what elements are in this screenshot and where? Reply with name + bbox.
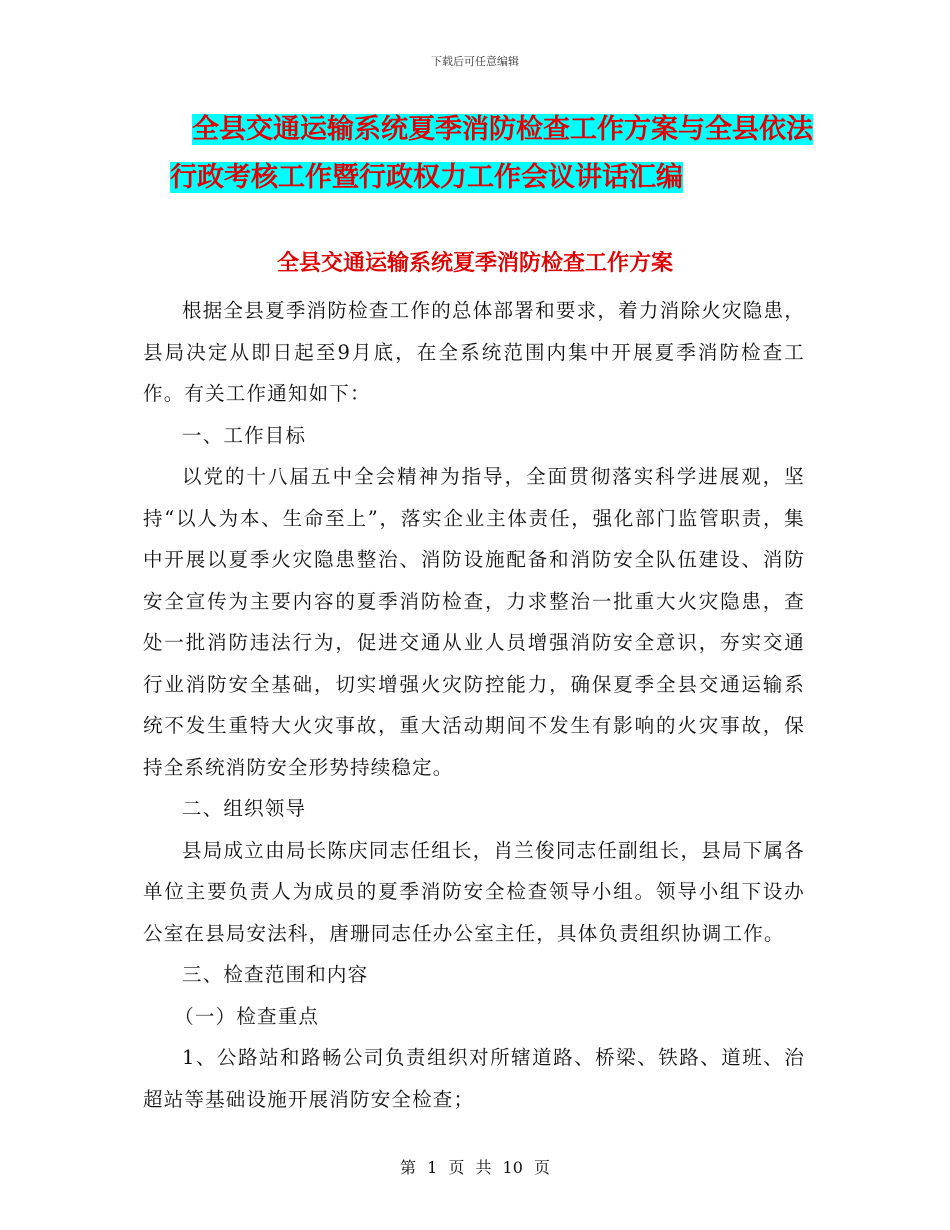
heading-scope: 三、检查范围和内容 — [182, 963, 369, 986]
header-note: 下载后可任意编辑 — [431, 55, 519, 68]
page-number: 第 1 页 共 10 页 — [400, 1158, 550, 1177]
paragraph-goals: 以党的十八届五中全会精神为指导，全面贯彻落实科学进展观，坚持“以人为本、生命至上”，落实企业主体责任，强化部门监管职责，集中开展以夏季火灾隐患整治、消防设施配备和消防安全队伍建设、消防安全宣传为主要内容的夏季消防检查，力求整治一批重大火灾隐患，查处一批消防违法行为，促进交通从业人员增强消防安全意识，夯实交通行业消防安全基础，切实增强火灾防控能力，确保夏季全县交通运输系统不发生重特大火灾事故，重大活动期间不发生有影响的火灾事故，保持全系统消防安全形势持续稳定。 — [143, 465, 805, 779]
heading-organization: 二、组织领导 — [182, 797, 307, 820]
heading-goals: 一、工作目标 — [182, 423, 307, 447]
title-line-1: 全县交通运输系统夏季消防检查工作方案与全县依法 — [192, 114, 813, 145]
paragraph-intro: 根据全县夏季消防检查工作的总体部署和要求，着力消除火灾隐患，县局决定从即日起至9月底，在全系统范围内集中开展夏季消防检查工作。有关工作通知如下： — [143, 299, 805, 405]
document-title — [170, 106, 832, 202]
subheading-focus: （一）检查重点 — [174, 1004, 320, 1028]
paragraph-item-1: 1、公路站和路畅公司负责组织对所辖道路、桥梁、铁路、道班、治超站等基础设施开展消防安全检查； — [143, 1046, 805, 1111]
document-body — [143, 290, 805, 1120]
section-title: 全县交通运输系统夏季消防检查工作方案 — [276, 251, 673, 276]
paragraph-organization: 县局成立由局长陈庆同志任组长，肖兰俊同志任副组长，县局下属各单位主要负责人为成员的夏季消防安全检查领导小组。领导小组下设办公室在县局安法科，唐珊同志任办公室主任，具体负责组织协调工作。 — [143, 838, 805, 945]
title-line-2: 行政考核工作暨行政权力工作会议讲话汇编 — [170, 162, 683, 193]
